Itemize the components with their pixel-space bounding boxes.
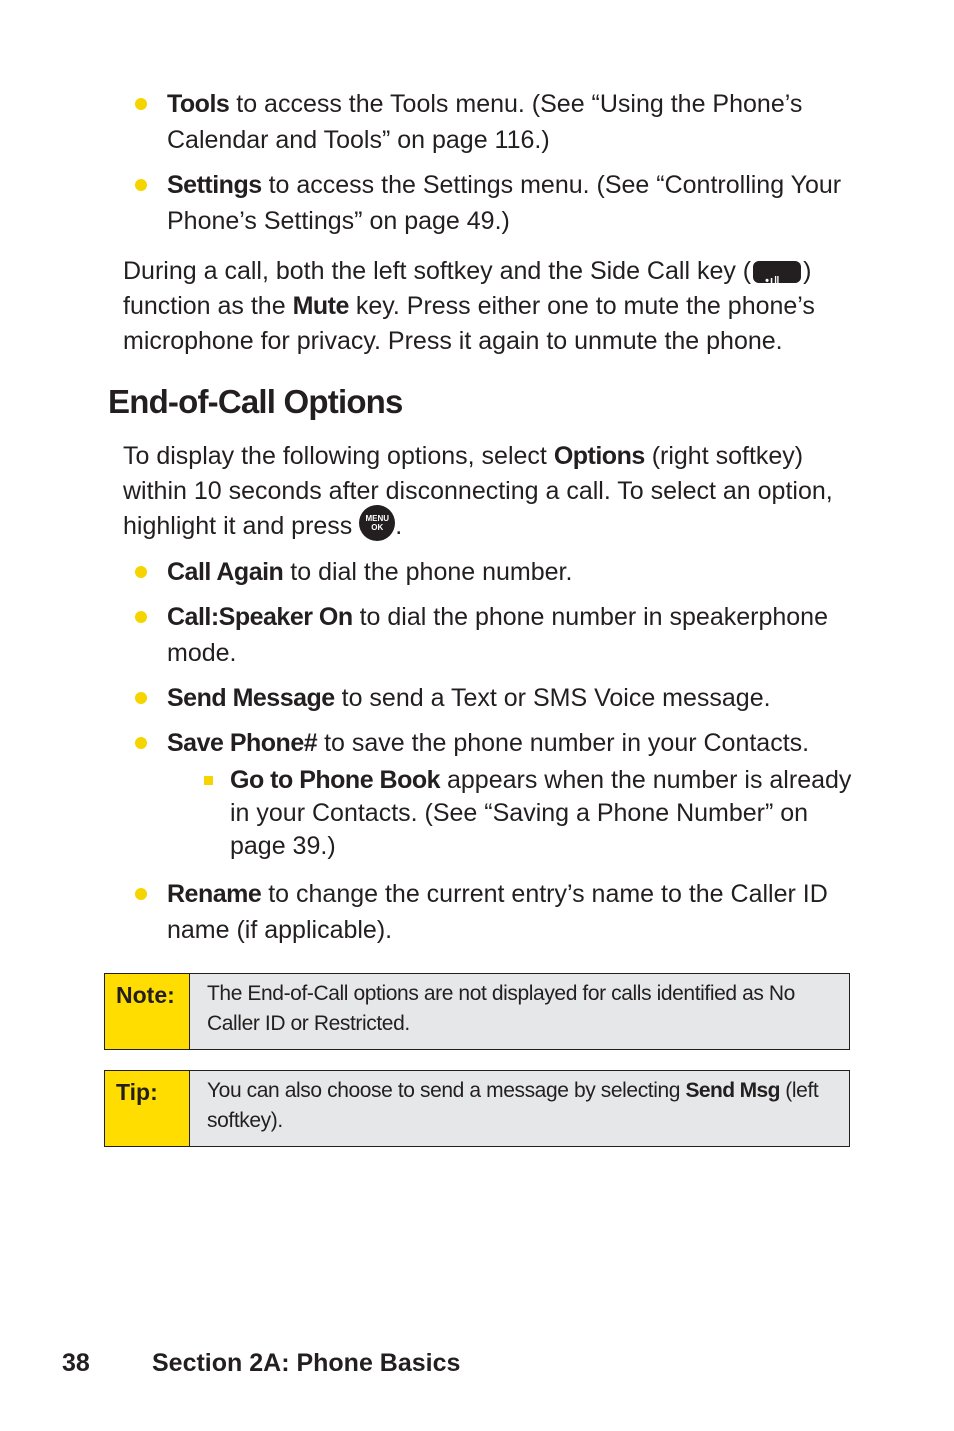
send-msg-label: Send Msg bbox=[685, 1079, 780, 1102]
paragraph-text: ) function as the bbox=[123, 257, 812, 320]
bullet-icon bbox=[135, 888, 147, 900]
section-heading: End-of-Call Options bbox=[108, 383, 403, 420]
square-bullet-icon bbox=[204, 776, 213, 785]
paragraph-text: To display the following options, select bbox=[123, 442, 554, 470]
intro-paragraph bbox=[123, 439, 868, 544]
mute-paragraph bbox=[123, 254, 868, 359]
note-text: The End-of-Call options are not displayed for calls identified as No Caller ID or Restricted. bbox=[207, 982, 795, 1035]
note-label: Note: bbox=[105, 974, 190, 1049]
option-description: to access the Settings menu. (See “Controlling Your Phone’s Settings” on page 49.) bbox=[167, 171, 842, 235]
bullet-icon bbox=[135, 611, 147, 623]
list-item bbox=[135, 167, 865, 239]
paragraph-text: key. Press either one to mute the phone’s microphone for privacy. Press it again to unmute the phone. bbox=[123, 292, 815, 355]
bullet-icon bbox=[135, 566, 147, 578]
options-softkey-label: Options bbox=[553, 442, 645, 470]
option-description: to change the current entry’s name to the Caller ID name (if applicable). bbox=[167, 880, 828, 944]
option-name: Save Phone# bbox=[167, 729, 318, 757]
paragraph-text: . bbox=[395, 512, 403, 540]
menu-icon-label: MENU bbox=[365, 514, 390, 524]
option-name: Call Again bbox=[167, 558, 284, 586]
list-item bbox=[135, 599, 865, 671]
list-item bbox=[135, 554, 865, 590]
bullet-icon bbox=[135, 179, 147, 191]
page-footer bbox=[62, 1349, 460, 1378]
menu-ok-key-icon bbox=[359, 505, 395, 541]
section-title: Section 2A: Phone Basics bbox=[152, 1349, 461, 1377]
option-description: to save the phone number in your Contacts. bbox=[317, 729, 810, 757]
tip-text bbox=[190, 1071, 849, 1146]
option-name: Go to Phone Book bbox=[230, 766, 441, 794]
bullet-icon bbox=[135, 98, 147, 110]
option-description: to send a Text or SMS Voice message. bbox=[334, 684, 771, 712]
bullet-icon bbox=[135, 737, 147, 749]
sub-list-item bbox=[204, 764, 865, 863]
option-description: to dial the phone number in speakerphone mode. bbox=[167, 603, 828, 667]
options-list bbox=[135, 554, 865, 957]
sub-option-list bbox=[204, 764, 865, 863]
mute-key-label: Mute bbox=[292, 292, 349, 320]
page-number: 38 bbox=[62, 1349, 90, 1377]
bullet-icon bbox=[135, 692, 147, 704]
option-name: Call:Speaker On bbox=[167, 603, 353, 631]
note-box bbox=[104, 973, 850, 1050]
tip-text-part: (left softkey). bbox=[207, 1079, 819, 1132]
option-description: to dial the phone number. bbox=[283, 558, 573, 586]
option-name: Send Message bbox=[167, 684, 335, 712]
option-name: Settings bbox=[167, 171, 262, 199]
ok-icon-label: OK bbox=[371, 523, 384, 533]
top-bullet-list bbox=[135, 86, 865, 248]
option-name: Tools bbox=[167, 90, 230, 118]
option-name: Rename bbox=[167, 880, 262, 908]
option-description: appears when the number is already in your Contacts. (See “Saving a Phone Number” on page 39.) bbox=[230, 766, 852, 860]
list-item bbox=[135, 876, 865, 948]
tip-label: Tip: bbox=[105, 1071, 190, 1146]
option-description: to access the Tools menu. (See “Using the Phone’s Calendar and Tools” on page 116.) bbox=[167, 90, 803, 154]
tip-box bbox=[104, 1070, 850, 1147]
tip-text-part: You can also choose to send a message by selecting bbox=[207, 1079, 686, 1102]
side-call-key-icon bbox=[753, 261, 801, 283]
list-item bbox=[135, 725, 865, 863]
list-item bbox=[135, 86, 865, 158]
paragraph-text: During a call, both the left softkey and the Side Call key ( bbox=[123, 257, 752, 285]
paragraph-text: (right softkey) within 10 seconds after disconnecting a call. To select an option, highlight it and press bbox=[123, 442, 833, 540]
list-item bbox=[135, 680, 865, 716]
